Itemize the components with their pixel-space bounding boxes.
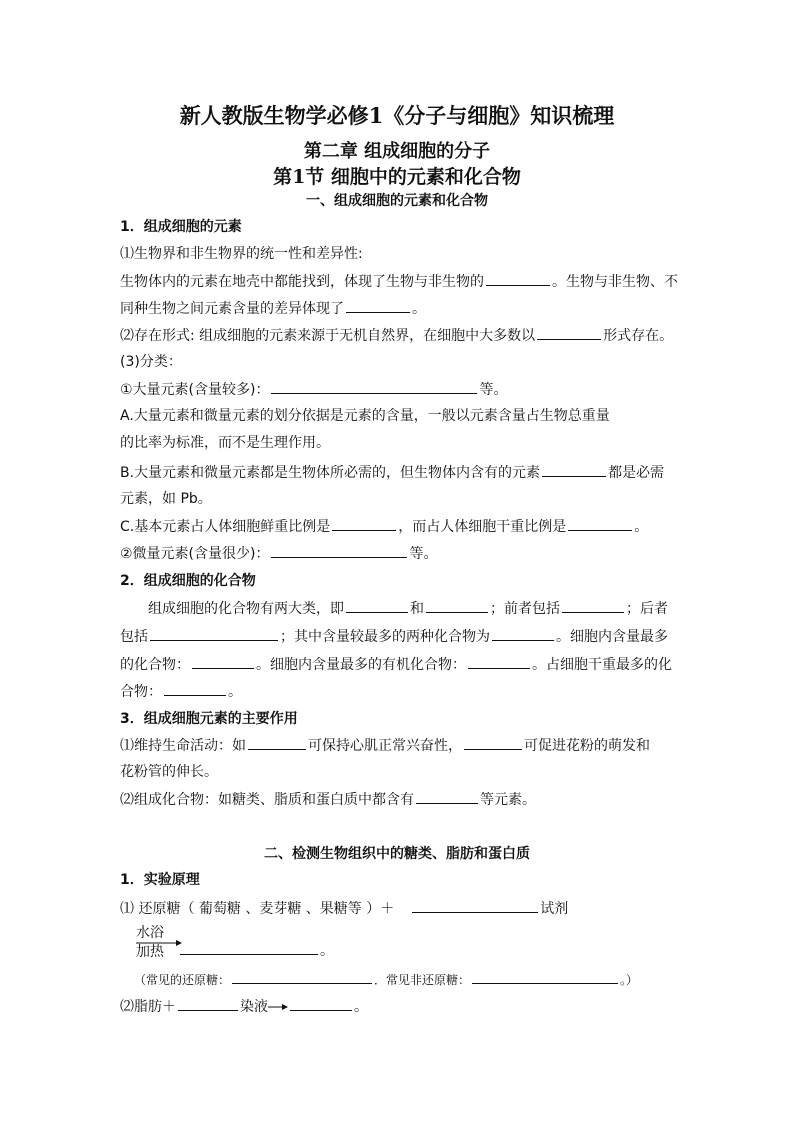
blank-unity[interactable]	[486, 271, 550, 286]
blank-dry-most[interactable]	[164, 681, 226, 696]
part1-heading: 一、组成细胞的元素和化合物	[306, 193, 488, 209]
s2-line1: 组成细胞的化合物有两大类，即 和 ；前者包括 ；后者	[148, 598, 668, 619]
blank-pollen-element[interactable]	[464, 735, 522, 750]
blank-latter-includes[interactable]	[150, 626, 278, 641]
blank-sugar-result[interactable]	[180, 940, 318, 955]
blank-fat-stain[interactable]	[178, 996, 238, 1011]
blank-minor-elements[interactable]	[271, 543, 407, 558]
s1a-line2: 同种生物之间元素含量的差异体现了 。	[120, 298, 426, 319]
document-title: 新人教版生物学必修1《分子与细胞》知识梳理	[179, 103, 615, 128]
blank-difference[interactable]	[346, 298, 410, 313]
arrow-label-bottom: 加热	[136, 944, 164, 960]
s1a-line1: 生物体内的元素在地壳中都能找到，体现了生物与非生物的 。生物与非生物、不	[120, 271, 678, 292]
blank-inorganic[interactable]	[346, 598, 408, 613]
s1a-title: ⑴生物界和非生物界的统一性和差异性:	[120, 246, 363, 262]
blank-former-includes[interactable]	[562, 598, 624, 613]
s3-line3: ⑵组成化合物：如糖类、脂质和蛋白质中都含有 等元素。	[120, 789, 536, 810]
s1b-line: ⑵存在形式: 组成细胞的元素来源于无机自然界，在细胞中大多数以 形式存在。	[120, 325, 673, 346]
blank-reducing-sugars[interactable]	[232, 971, 372, 984]
note-A-line1: A.大量元素和微量元素的划分依据是元素的含量，一般以元素含量占生物总重量	[120, 408, 610, 424]
blank-non-reducing-sugars[interactable]	[472, 971, 618, 984]
sugar-note-line: （常见的还原糖： ．常见非还原糖： 。）	[134, 973, 639, 987]
fat-line: ⑵脂肪＋ 染液 。	[120, 996, 368, 1017]
p2s1-heading: 1．实验原理	[120, 872, 200, 888]
reducing-sugar-result: 。	[178, 940, 334, 961]
s3-line2: 花粉管的伸长。	[120, 764, 218, 780]
blank-common-elements[interactable]	[416, 789, 478, 804]
section-title: 第1节 细胞中的元素和化合物	[273, 166, 521, 188]
chapter-title: 第二章 组成细胞的分子	[303, 141, 491, 162]
s2-line4: 合物： 。	[120, 681, 242, 702]
major-elements-line: ①大量元素(含量较多)： 等。	[120, 379, 507, 400]
blank-two-most[interactable]	[492, 626, 554, 641]
blank-heart-ion[interactable]	[248, 735, 306, 750]
s3-heading: 3．组成细胞元素的主要作用	[120, 711, 298, 727]
s2-line2: 包括 ；其中含量较最多的两种化合物为 。细胞内含量最多	[120, 626, 668, 647]
note-B-line2: 元素，如 Pb。	[120, 491, 212, 507]
s2-line3: 的化合物： 。细胞内含量最多的有机化合物： 。占细胞干重最多的化	[120, 654, 672, 675]
blank-most-compound[interactable]	[192, 654, 254, 669]
reducing-sugar-line: ⑴ 还原糖（ 葡萄糖 、麦芽糖 、果糖等 ）＋ 试剂	[120, 898, 568, 919]
blank-fresh-weight[interactable]	[332, 516, 396, 531]
blank-not-all-necessary[interactable]	[542, 462, 606, 477]
blank-form[interactable]	[537, 325, 601, 340]
blank-major-elements[interactable]	[271, 379, 477, 394]
part2-heading: 二、检测生物组织中的糖类、脂肪和蛋白质	[264, 846, 530, 862]
blank-most-organic[interactable]	[468, 654, 530, 669]
s1-heading: 1．组成细胞的元素	[120, 219, 242, 235]
note-C-line: C.基本元素占人体细胞鲜重比例是 ，而占人体细胞干重比例是 。	[120, 516, 648, 537]
water-bath-arrow	[136, 925, 182, 965]
blank-reagent[interactable]	[412, 898, 538, 913]
s3-line1: ⑴维持生命活动：如 可保持心肌正常兴奋性， 可促进花粉的萌发和	[120, 735, 650, 756]
minor-elements-line: ②微量元素(含量很少)： 等。	[120, 543, 437, 564]
note-B-line1: B.大量元素和微量元素都是生物体所必需的，但生物体内含有的元素 都是必需	[120, 462, 664, 483]
blank-organic[interactable]	[426, 598, 488, 613]
arrow-label-top: 水浴	[136, 925, 164, 941]
note-A-line2: 的比率为标准，而不是生理作用。	[120, 435, 330, 451]
s1c-title: (3)分类：	[120, 354, 182, 370]
blank-dry-weight[interactable]	[568, 516, 632, 531]
arrow-icon	[268, 1002, 288, 1012]
blank-fat-color[interactable]	[290, 996, 352, 1011]
s2-heading: 2．组成细胞的化合物	[120, 573, 256, 589]
